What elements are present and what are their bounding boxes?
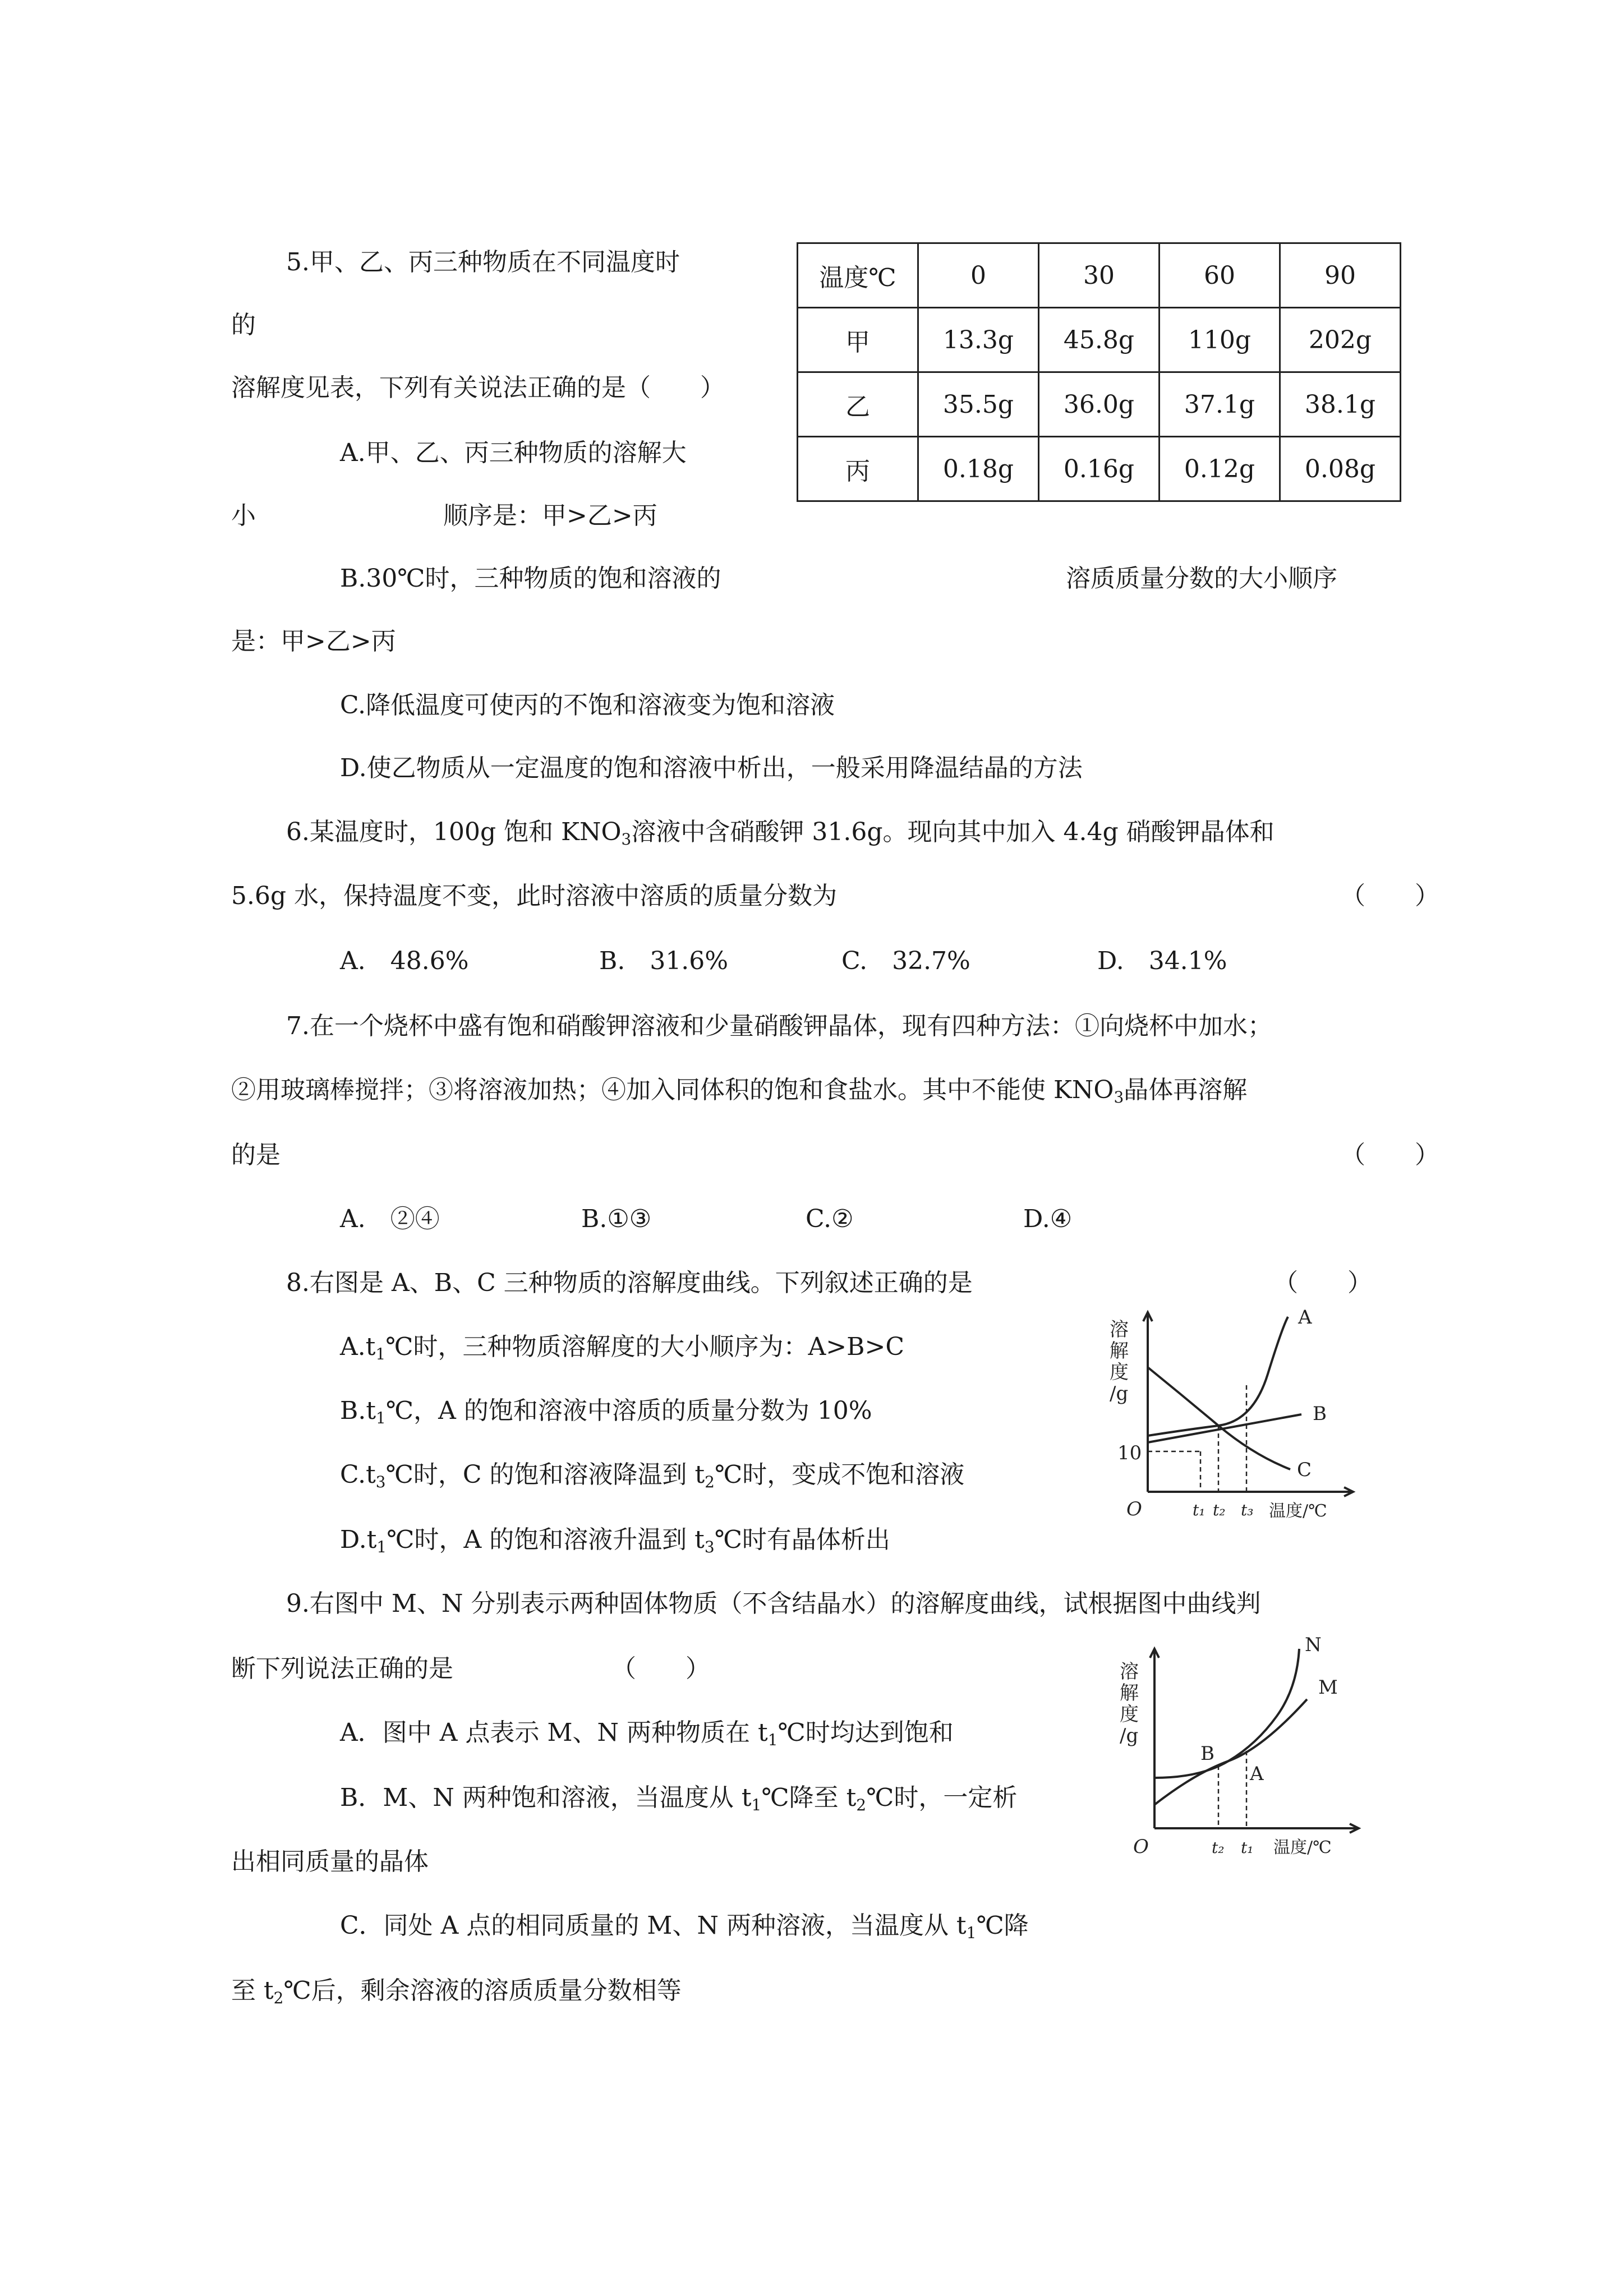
tick-label-t1: t₁ <box>1241 1838 1254 1857</box>
tick-label-t1: t₁ <box>1193 1501 1206 1519</box>
table-cell: 丙 <box>798 437 918 501</box>
q7-stem-line2: ②用玻璃棒搅拌；③将溶液加热；④加入同体积的饱和食盐水。其中不能使 $KNO_3$晶体再溶解 <box>231 1076 1248 1106</box>
curve-label-c: C <box>1297 1459 1312 1481</box>
q7-option-a: A. ②④ <box>340 1205 440 1233</box>
tick-label-t2: t₂ <box>1212 1838 1225 1857</box>
q7-option-c: C.② <box>806 1205 854 1233</box>
curve-b <box>1148 1414 1301 1442</box>
point-label-b: B <box>1200 1742 1214 1765</box>
q8-solubility-graph <box>1099 1301 1369 1525</box>
q9-option-c-line1: C．同处 A 点的相同质量的 M、N 两种溶液，当温度从 $t_1℃$降 <box>340 1911 1029 1942</box>
table-row <box>798 308 1401 372</box>
table-cell: 37.1g <box>1160 372 1280 437</box>
q8-answer-paren: （ ） <box>1273 1269 1372 1297</box>
table-cell: 36.0g <box>1039 372 1160 437</box>
q7-stem-line1: 7.在一个烧杯中盛有饱和硝酸钾溶液和少量硝酸钾晶体，现有四种方法：①向烧杯中加水； <box>286 1012 1272 1040</box>
q5-stem-line2: 的 <box>231 311 256 339</box>
curve-label-m: M <box>1318 1676 1338 1699</box>
y-label-char: /g <box>1120 1725 1139 1747</box>
y-label-char: 解 <box>1110 1340 1129 1362</box>
q5-stem-line3: 溶解度见表，下列有关说法正确的是（ ） <box>231 374 725 402</box>
table-cell: 0 <box>918 243 1039 308</box>
q6-stem-line1: 6.某温度时，100g 饱和 $KNO_3$溶液中含硝酸钾 31.6g。现向其中加入 4.4g 硝酸钾晶体和 <box>286 818 1275 849</box>
q5-option-c: C.降低温度可使丙的不饱和溶液变为饱和溶液 <box>340 691 835 720</box>
table-cell: 甲 <box>798 308 918 372</box>
curve-label-a: A <box>1298 1306 1312 1329</box>
q7-stem-line3: 的是 <box>231 1141 280 1169</box>
table-cell: 202g <box>1280 308 1401 372</box>
q9-option-b-line2: 出相同质量的晶体 <box>231 1847 429 1876</box>
table-cell: 0.12g <box>1160 437 1280 501</box>
table-cell: 35.5g <box>918 372 1039 437</box>
table-header-row <box>798 243 1401 308</box>
q5-option-a-line2: 小 <box>231 501 256 530</box>
origin-label: O <box>1126 1498 1142 1520</box>
table-cell: 0.08g <box>1280 437 1401 501</box>
tick-label-t3: t₃ <box>1241 1501 1254 1519</box>
q9-stem-line1: 9.右图中 M、N 分别表示两种固体物质（不含结晶水）的溶解度曲线，试根据图中曲线判 <box>286 1589 1261 1618</box>
table-cell: 0.18g <box>918 437 1039 501</box>
q8-stem: 8.右图是 A、B、C 三种物质的溶解度曲线。下列叙述正确的是 <box>286 1269 973 1297</box>
q6-answer-paren: （ ） <box>1341 882 1439 910</box>
curve-n <box>1154 1649 1299 1778</box>
q6-option-a: A. 48.6% <box>340 947 469 975</box>
tick-label-t2: t₂ <box>1213 1501 1226 1519</box>
y-label-char: 解 <box>1120 1682 1139 1704</box>
q9-option-a: A．图中 A 点表示 M、N 两种物质在 $t_1℃$时均达到饱和 <box>340 1718 954 1749</box>
table-cell: 38.1g <box>1280 372 1401 437</box>
table-cell: 45.8g <box>1039 308 1160 372</box>
value-label-10: 10 <box>1117 1442 1142 1464</box>
q5-option-d: D.使乙物质从一定温度的饱和溶液中析出，一般采用降温结晶的方法 <box>340 754 1083 782</box>
table-cell: 60 <box>1160 243 1280 308</box>
q6-option-b: B. 31.6% <box>599 947 729 975</box>
table-cell: 温度℃ <box>798 243 918 308</box>
solubility-table <box>797 242 1401 502</box>
curve-c <box>1148 1367 1290 1469</box>
q8-option-a: $A.t_1℃$时，三种物质溶解度的大小顺序为：A>B>C <box>340 1333 905 1363</box>
curve-label-n: N <box>1305 1634 1322 1656</box>
y-label-char: /g <box>1110 1382 1129 1405</box>
point-label-a: A <box>1250 1763 1264 1785</box>
q5-option-b-line2: 溶质质量分数的大小顺序 <box>1066 564 1337 593</box>
q5-option-b-line1: B.30℃时，三种物质的饱和溶液的 <box>340 564 721 593</box>
q6-stem-line2: 5.6g 水，保持温度不变，此时溶液中溶质的质量分数为 <box>231 882 838 910</box>
table-cell: 13.3g <box>918 308 1039 372</box>
q9-answer-paren: （ ） <box>611 1654 710 1683</box>
table-cell: 90 <box>1280 243 1401 308</box>
q5-option-b-line3: 是：甲>乙>丙 <box>231 627 396 656</box>
y-label-char: 溶 <box>1110 1318 1129 1341</box>
curve-a <box>1148 1317 1288 1436</box>
q9-option-b-line1: B．M、N 两种饱和溶液，当温度从 $t_1℃$降至 $t_2℃$时，一定析 <box>340 1783 1018 1814</box>
q6-option-d: D. 34.1% <box>1097 947 1227 975</box>
q8-option-d: $D.t_1℃$时，A 的饱和溶液升温到 $t_3℃$时有晶体析出 <box>340 1525 890 1556</box>
y-label-char: 度 <box>1110 1361 1129 1384</box>
x-axis-label: 温度/℃ <box>1273 1838 1332 1857</box>
origin-label: O <box>1133 1836 1149 1858</box>
table-row <box>798 437 1401 501</box>
curve-label-b: B <box>1313 1403 1327 1425</box>
x-axis-label: 温度/℃ <box>1269 1501 1327 1521</box>
q8-option-c: $C.t_3℃$时，C 的饱和溶液降温到 $t_2℃$时，变成不饱和溶液 <box>340 1460 965 1491</box>
table-cell: 30 <box>1039 243 1160 308</box>
q5-option-a-line1: A.甲、乙、丙三种物质的溶解大 <box>340 439 687 467</box>
q5-stem-line1: 5.甲、乙、丙三种物质在不同温度时 <box>286 248 680 276</box>
table-cell: 0.16g <box>1039 437 1160 501</box>
q9-stem-line2: 断下列说法正确的是 <box>231 1654 453 1683</box>
q7-answer-paren: （ ） <box>1341 1141 1439 1169</box>
q8-option-b: $B.t_1℃$，A 的饱和溶液中溶质的质量分数为 10% <box>340 1396 872 1427</box>
q5-option-a-line3: 顺序是：甲>乙>丙 <box>443 501 657 530</box>
q7-option-b: B.①③ <box>581 1205 652 1233</box>
y-label-char: 度 <box>1120 1703 1139 1726</box>
table-cell: 110g <box>1160 308 1280 372</box>
q6-option-c: C. 32.7% <box>841 947 970 975</box>
table-cell: 乙 <box>798 372 918 437</box>
curve-m <box>1154 1699 1307 1805</box>
y-label-char: 溶 <box>1120 1661 1139 1683</box>
q7-option-d: D.④ <box>1023 1205 1073 1233</box>
q9-option-c-line2: 至 $t_2℃$后，剩余溶液的溶质质量分数相等 <box>231 1976 682 2007</box>
table-row <box>798 372 1401 437</box>
q9-solubility-graph <box>1111 1626 1380 1862</box>
